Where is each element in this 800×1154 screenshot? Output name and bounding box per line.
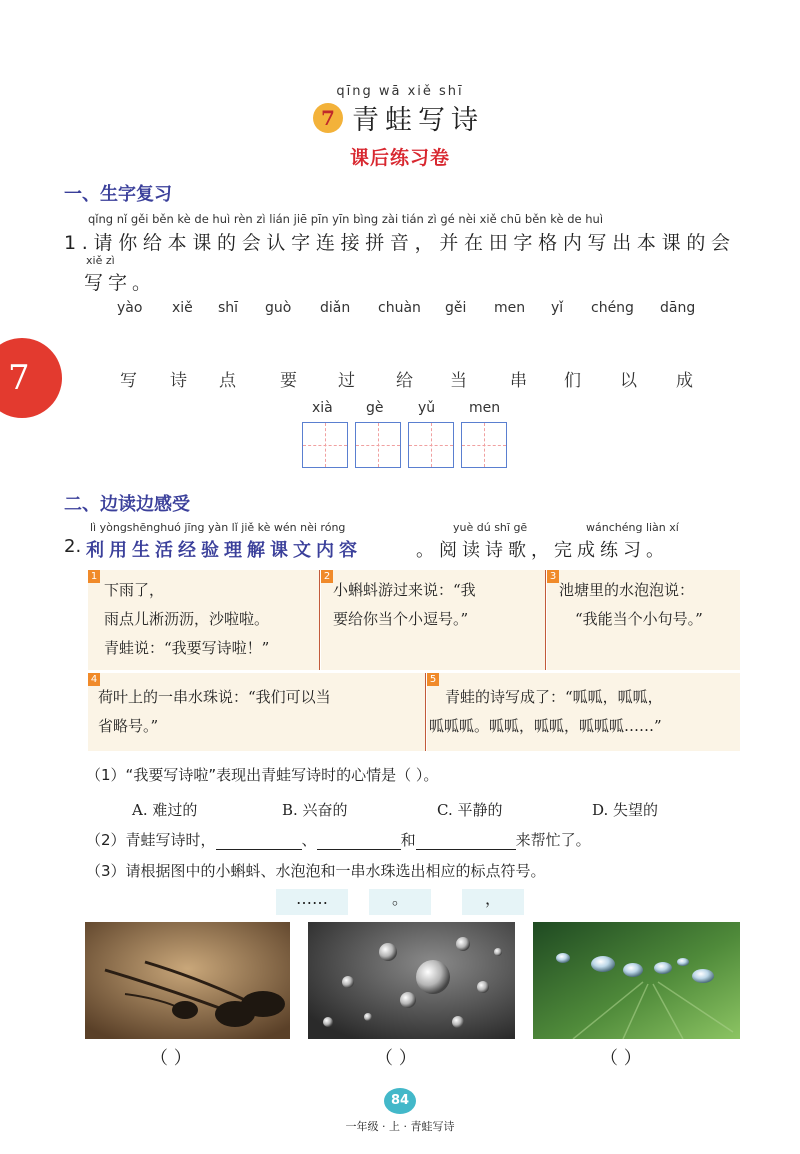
choice-c[interactable]: C. 平静的: [437, 801, 503, 819]
sub2-separator: 和: [400, 831, 416, 849]
sub2-separator: 、: [301, 831, 317, 849]
writing-grid-cell[interactable]: [461, 422, 507, 468]
panel-number: 5: [427, 673, 439, 686]
pinyin-option[interactable]: yǐ: [551, 300, 564, 316]
panel-line: 下雨了，: [104, 581, 165, 599]
sub-question-2: [86, 829, 591, 850]
sub-question-1: （1）“我要写诗啦”表现出青蛙写诗时的心情是（ ）。: [86, 766, 439, 784]
character-option[interactable]: 点: [219, 371, 236, 391]
character-match-row: [0, 366, 800, 390]
bubbles-image: [308, 922, 515, 1039]
pinyin-option[interactable]: shī: [218, 300, 239, 316]
character-option[interactable]: 以: [620, 371, 637, 391]
tadpole-image: [85, 922, 290, 1039]
ellipsis-option[interactable]: ……: [276, 889, 348, 915]
grid-pinyin: gè: [366, 400, 384, 416]
character-option[interactable]: 串: [510, 371, 527, 391]
answer-blank[interactable]: [216, 834, 302, 850]
grid-pinyin: xià: [312, 400, 333, 416]
answer-paren-2[interactable]: （ ）: [375, 1048, 417, 1069]
pinyin-option[interactable]: dāng: [660, 300, 696, 316]
character-option[interactable]: 过: [338, 371, 355, 391]
answer-paren-3[interactable]: （ ）: [600, 1048, 642, 1069]
writing-grid-cell[interactable]: [408, 422, 454, 468]
q1-pinyin-line1: qǐng nǐ gěi běn kè de huì rèn zì lián jiē pīn yīn bìng zài tián zì gé nèi xiě chū běn kè de huì: [88, 212, 604, 226]
pinyin-option[interactable]: diǎn: [320, 300, 351, 316]
footer-caption: 一年级 · 上 · 青蛙写诗: [345, 1120, 455, 1133]
answer-blank[interactable]: [317, 834, 401, 850]
section2-title: 二、边读边感受: [64, 494, 190, 515]
panel-line: 荷叶上的一串水珠说：“我们可以当: [98, 688, 331, 706]
q2-pinyin-part1: lì yòngshēnghuó jīng yàn lǐ jiě kè wén nèi róng: [90, 521, 346, 534]
pinyin-option[interactable]: yào: [117, 300, 143, 316]
poem-panel: [427, 673, 740, 751]
panel-line: 雨点儿淅沥沥，沙啦啦。: [104, 610, 270, 628]
poem-panel: [547, 570, 740, 670]
q2-number: 2.: [64, 536, 82, 557]
pinyin-option[interactable]: guò: [265, 300, 292, 316]
q2-text-rest: 。阅读诗歌，完成练习。: [416, 540, 669, 561]
answer-blank[interactable]: [416, 834, 516, 850]
q2-pinyin-part2: yuè dú shī gē: [453, 521, 528, 534]
q2-text-highlight: 利用生活经验理解课文内容: [86, 540, 362, 561]
lesson-number-badge: 7: [313, 103, 343, 133]
pinyin-match-row: [0, 300, 800, 320]
pinyin-option[interactable]: chéng: [591, 300, 634, 316]
panel-line: 池塘里的水泡泡说：: [559, 581, 695, 599]
choice-a[interactable]: A. 难过的: [132, 801, 198, 819]
poem-panel: [321, 570, 546, 670]
sub2-prefix: （2）青蛙写诗时，: [86, 831, 216, 849]
tadpole-photo: [85, 922, 290, 1039]
grid-pinyin: men: [469, 400, 501, 416]
panel-line: 呱呱呱。呱呱，呱呱，呱呱呱……”: [429, 717, 662, 735]
pinyin-option[interactable]: xiě: [172, 300, 193, 316]
panel-number: 1: [88, 570, 100, 583]
comma-option[interactable]: ，: [462, 889, 524, 915]
character-option[interactable]: 成: [676, 371, 693, 391]
panel-number: 3: [547, 570, 559, 583]
sheet-title: 课后练习卷: [349, 147, 450, 169]
q1-text-line2: 写字。: [84, 272, 157, 294]
page-number: 84: [384, 1088, 416, 1114]
answer-paren-1[interactable]: （ ）: [150, 1048, 192, 1069]
poem-panel: [88, 673, 426, 751]
q1-pinyin-line2: xiě zì: [86, 254, 115, 267]
choice-b[interactable]: B. 兴奋的: [282, 801, 348, 819]
pinyin-option[interactable]: chuàn: [378, 300, 421, 316]
writing-grid-cell[interactable]: [302, 422, 348, 468]
panel-line: 省略号。”: [98, 717, 159, 735]
water-droplets-photo: [533, 922, 740, 1039]
section1-title: 一、生字复习: [64, 184, 172, 205]
period-option[interactable]: 。: [369, 889, 431, 915]
panel-number: 2: [321, 570, 333, 583]
choice-d[interactable]: D. 失望的: [592, 801, 659, 819]
water-droplets-image: [533, 922, 740, 1039]
pinyin-option[interactable]: gěi: [445, 300, 467, 316]
character-option[interactable]: 给: [396, 371, 413, 391]
sub2-suffix: 来帮忙了。: [515, 831, 591, 849]
panel-line: 青蛙的诗写成了：“呱呱，呱呱，: [445, 688, 663, 706]
pinyin-option[interactable]: men: [494, 300, 526, 316]
sub-question-3: （3）请根据图中的小蝌蚪、水泡泡和一串水珠选出相应的标点符号。: [86, 862, 546, 880]
chapter-side-tab-number: 7: [8, 358, 30, 398]
grid-pinyin-row: [0, 400, 800, 420]
character-option[interactable]: 写: [120, 371, 137, 391]
panel-number: 4: [88, 673, 100, 686]
panel-line: 小蝌蚪游过来说：“我: [333, 581, 476, 599]
panel-line: “我能当个小句号。”: [575, 610, 703, 628]
character-option[interactable]: 当: [450, 371, 467, 391]
grid-pinyin: yǔ: [418, 400, 436, 416]
character-option[interactable]: 们: [564, 371, 581, 391]
poem-panel: [88, 570, 320, 670]
panel-line: 要给你当个小逗号。”: [333, 610, 469, 628]
character-option[interactable]: 要: [280, 371, 297, 391]
bubbles-photo: [308, 922, 515, 1039]
q2-pinyin-part3: wánchéng liàn xí: [586, 521, 679, 534]
lesson-title: 青蛙写诗: [352, 105, 484, 136]
q1-text-line1: 1.请你给本课的会认字连接拼音，并在田字格内写出本课的会: [64, 232, 736, 254]
panel-line: 青蛙说：“我要写诗啦！”: [104, 639, 270, 657]
title-pinyin: qīng wā xiě shī: [336, 84, 464, 99]
writing-grid-cell[interactable]: [355, 422, 401, 468]
character-option[interactable]: 诗: [170, 371, 187, 391]
